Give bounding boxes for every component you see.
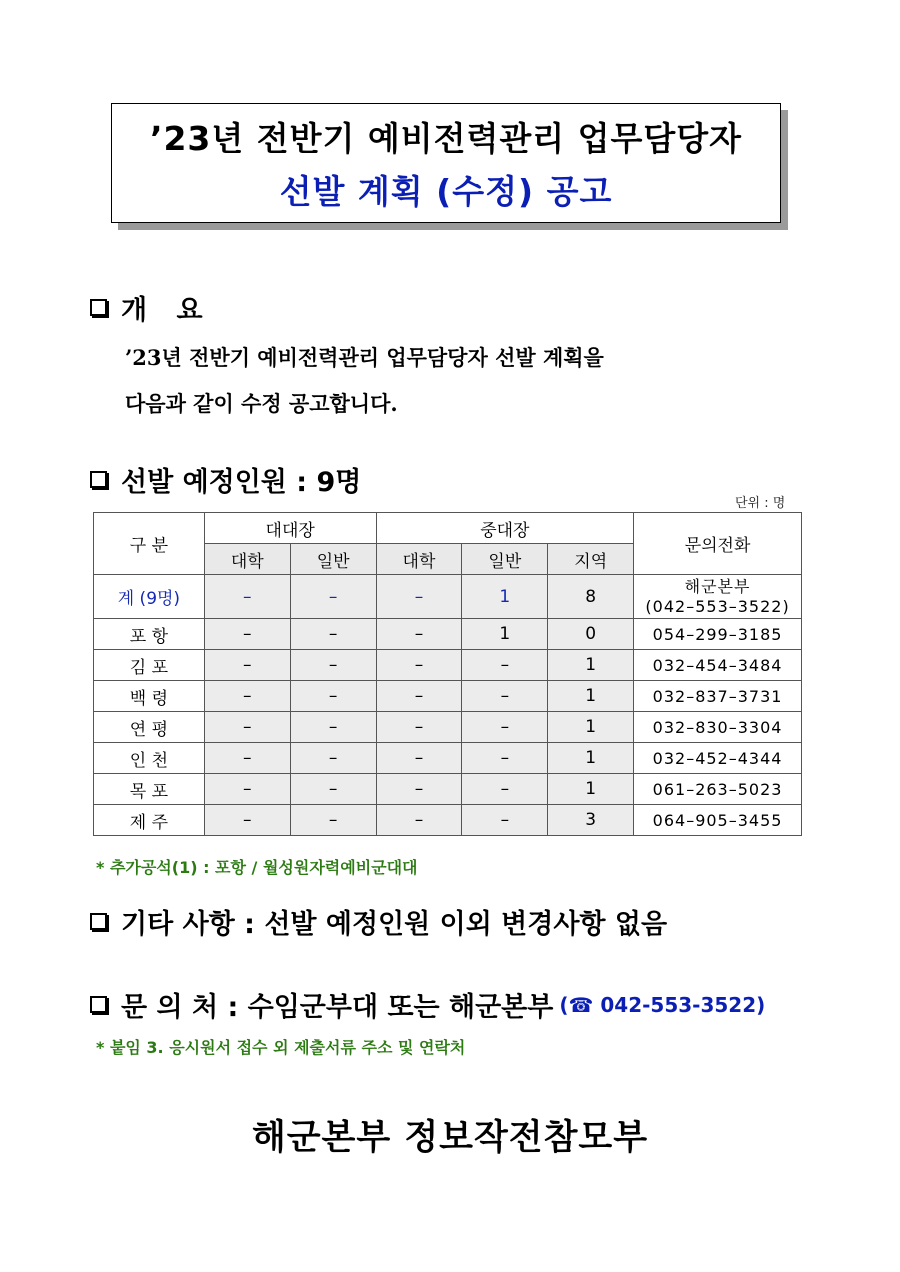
title-line-1: ’23년 전반기 예비전력관리 업무담당자 [149, 119, 743, 158]
row-label: 포 항 [94, 619, 205, 650]
total-label: 계 (9명) [94, 575, 205, 619]
table-cell: – [290, 575, 376, 619]
table-cell: – [204, 650, 290, 681]
table-cell: 1 [548, 712, 634, 743]
table-cell: – [204, 743, 290, 774]
header-category: 구 분 [94, 513, 205, 575]
table-cell: – [204, 774, 290, 805]
row-label: 연 평 [94, 712, 205, 743]
inquiry-heading [90, 985, 765, 1024]
table-cell: – [462, 650, 548, 681]
header-sub-univ: 대학 [204, 544, 290, 575]
total-contact [634, 575, 802, 619]
table-cell: – [204, 575, 290, 619]
total-contact-phone: (042–553–3522) [645, 596, 790, 616]
row-phone: 054–299–3185 [634, 619, 802, 650]
selection-note: * 추가공석(1) : 포항 / 월성원자력예비군대대 [96, 858, 418, 877]
selection-table [93, 512, 802, 836]
title-line-2: 선발 계획 (수정) 공고 [279, 172, 613, 211]
table-cell: 1 [462, 619, 548, 650]
table-cell: – [290, 650, 376, 681]
row-phone: 064–905–3455 [634, 805, 802, 836]
table-cell: – [290, 774, 376, 805]
header-sub-general: 일반 [462, 544, 548, 575]
table-cell: – [290, 743, 376, 774]
table-cell: 8 [548, 575, 634, 619]
overview-heading [90, 288, 213, 327]
selection-heading-text: 선발 예정인원 : 9명 [121, 467, 362, 498]
table-cell: – [376, 774, 462, 805]
table-cell: – [290, 619, 376, 650]
table-cell: – [462, 743, 548, 774]
table-cell: – [376, 619, 462, 650]
inquiry-note: * 붙임 3. 응시원서 접수 외 제출서류 주소 및 연락처 [96, 1038, 466, 1057]
inquiry-phone: (☎ 042-553-3522) [559, 992, 766, 1017]
table-cell: – [462, 774, 548, 805]
checkbox-square-icon [90, 471, 107, 488]
row-phone: 032–830–3304 [634, 712, 802, 743]
table-row [94, 619, 802, 650]
table-cell: – [376, 575, 462, 619]
table-cell: – [376, 681, 462, 712]
header-sub-general: 일반 [290, 544, 376, 575]
issuer-footer: 해군본부 정보작전참모부 [251, 1118, 649, 1158]
selection-heading [90, 460, 361, 499]
row-phone: 032–837–3731 [634, 681, 802, 712]
table-cell: 0 [548, 619, 634, 650]
header-sub-region: 지역 [548, 544, 634, 575]
header-company-cmd: 중대장 [376, 513, 634, 544]
table-cell: 1 [548, 774, 634, 805]
table-cell: – [376, 805, 462, 836]
table-cell: – [204, 805, 290, 836]
table-cell: – [376, 743, 462, 774]
table-cell: 1 [548, 743, 634, 774]
row-phone: 032–452–4344 [634, 743, 802, 774]
table-cell: 1 [548, 650, 634, 681]
overview-line-1: ’23년 전반기 예비전력관리 업무담당자 선발 계획을 [125, 345, 604, 370]
table-cell: – [376, 712, 462, 743]
other-heading-text: 기타 사항 : 선발 예정인원 이외 변경사항 없음 [121, 909, 668, 940]
table-row [94, 805, 802, 836]
checkbox-square-icon [90, 299, 107, 316]
row-label: 제 주 [94, 805, 205, 836]
table-cell: – [462, 805, 548, 836]
header-sub-univ: 대학 [376, 544, 462, 575]
row-label: 백 령 [94, 681, 205, 712]
table-cell: 1 [548, 681, 634, 712]
table-row [94, 774, 802, 805]
total-contact-name: 해군본부 [684, 576, 751, 596]
table-cell: – [462, 681, 548, 712]
unit-label: 단위 : 명 [735, 496, 786, 511]
row-label: 인 천 [94, 743, 205, 774]
table-cell: – [462, 712, 548, 743]
row-label: 김 포 [94, 650, 205, 681]
header-contact: 문의전화 [634, 513, 802, 575]
table-cell: – [204, 681, 290, 712]
table-cell: – [204, 619, 290, 650]
checkbox-square-icon [90, 996, 107, 1013]
table-cell: 3 [548, 805, 634, 836]
header-battalion-cmd: 대대장 [204, 513, 376, 544]
table-cell: 1 [462, 575, 548, 619]
table-cell: – [376, 650, 462, 681]
row-label: 목 포 [94, 774, 205, 805]
title-box [111, 103, 781, 223]
table-row-total [94, 575, 802, 619]
table-row [94, 681, 802, 712]
overview-line-2: 다음과 같이 수정 공고합니다. [125, 391, 398, 416]
row-phone: 032–454–3484 [634, 650, 802, 681]
table-row [94, 650, 802, 681]
row-phone: 061–263–5023 [634, 774, 802, 805]
table-cell: – [204, 712, 290, 743]
table-cell: – [290, 681, 376, 712]
table-row [94, 743, 802, 774]
inquiry-heading-text: 문 의 처 : 수임군부대 또는 해군본부 [121, 992, 554, 1023]
other-heading [90, 902, 667, 941]
table-cell: – [290, 805, 376, 836]
table-row [94, 712, 802, 743]
checkbox-square-icon [90, 913, 107, 930]
table-cell: – [290, 712, 376, 743]
overview-heading-text: 개 요 [121, 295, 213, 326]
